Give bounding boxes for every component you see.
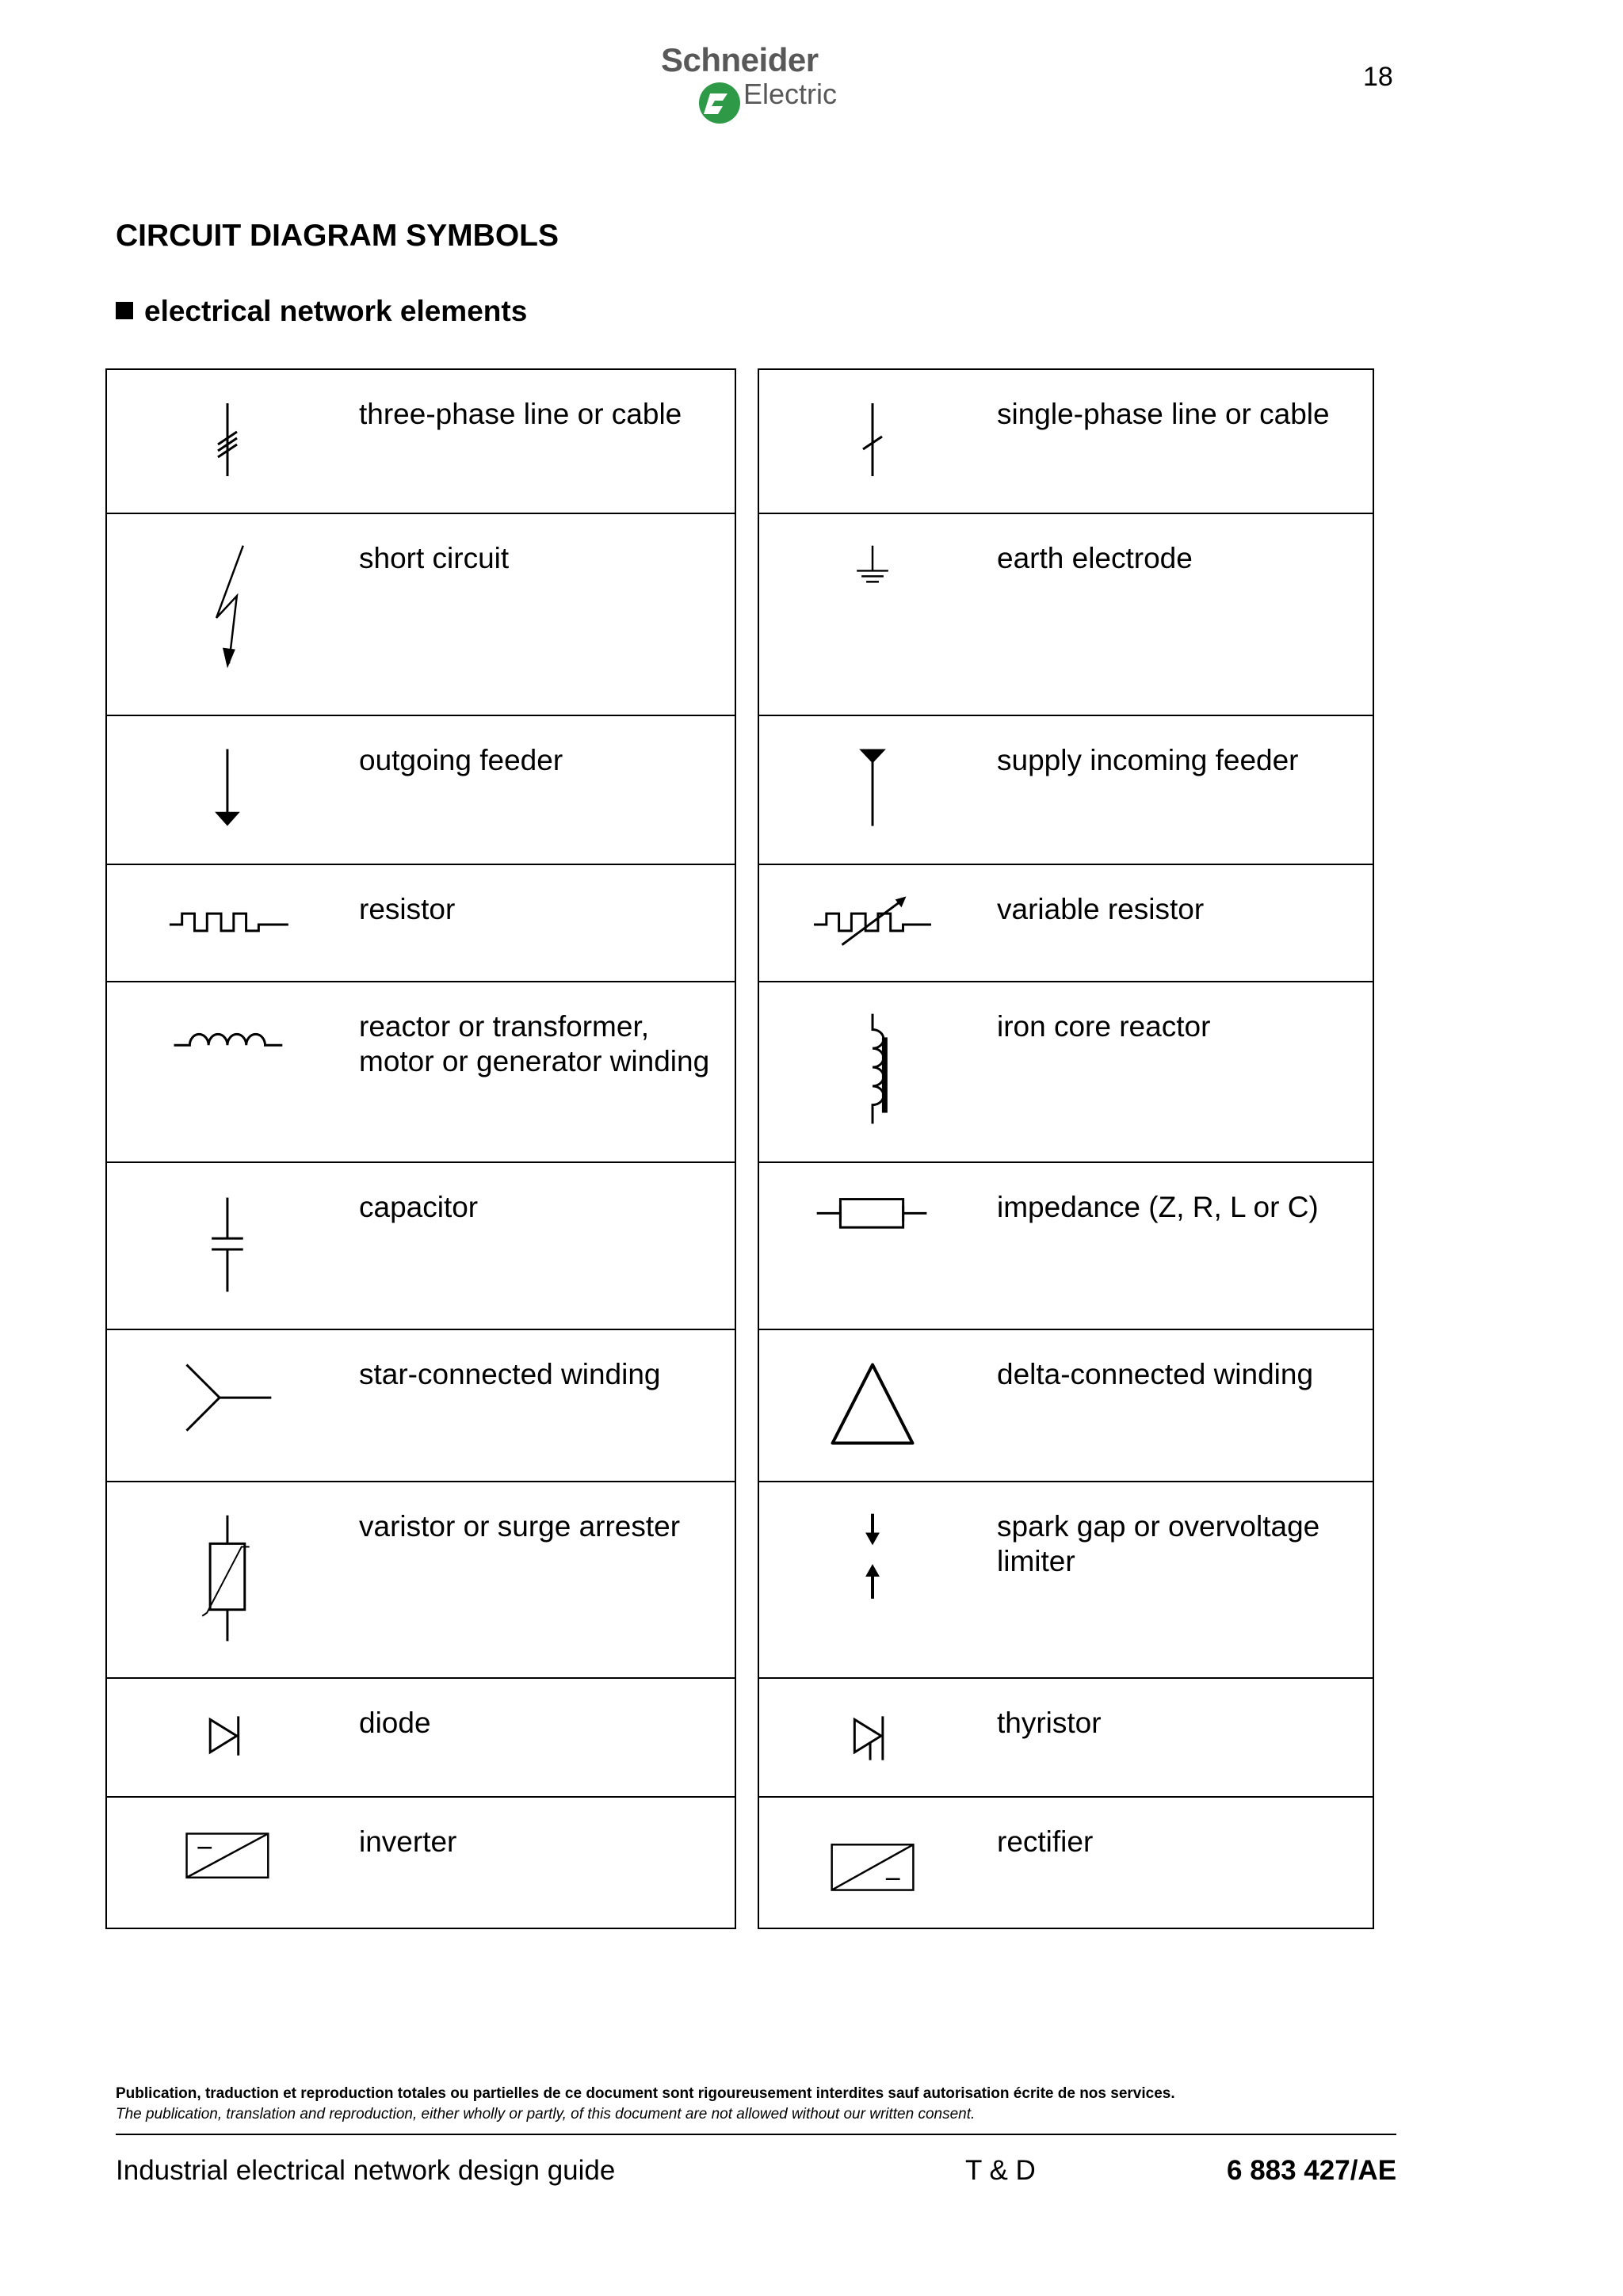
- short-circuit-icon: [107, 514, 337, 715]
- symbol-label: resistor: [359, 893, 456, 925]
- table-row: [759, 1481, 1373, 1677]
- symbol-label: single-phase line or cable: [997, 398, 1330, 430]
- symbol-label: inverter: [359, 1825, 457, 1858]
- table-row: [107, 981, 735, 1161]
- table-row: [759, 370, 1373, 513]
- table-row: [759, 864, 1373, 981]
- table-row: [107, 370, 735, 513]
- schneider-electric-logo-icon: [694, 76, 745, 127]
- inverter-icon: [107, 1798, 337, 1928]
- resistor-icon: [107, 865, 337, 981]
- symbol-label: earth electrode: [997, 542, 1193, 574]
- left-symbol-table: [105, 368, 736, 1929]
- table-row: [107, 1161, 735, 1329]
- symbol-label: spark gap or overvoltage limiter: [997, 1510, 1320, 1577]
- table-row: [107, 715, 735, 864]
- symbol-label: iron core reactor: [997, 1010, 1211, 1043]
- document-reference: 6 883 427/AE: [1227, 2155, 1397, 2186]
- iron-core-reactor-icon: [759, 982, 989, 1161]
- symbol-label: supply incoming feeder: [997, 744, 1299, 776]
- table-row: [759, 981, 1373, 1161]
- logo-text-bottom: Electric: [743, 78, 838, 110]
- table-row: [759, 715, 1373, 864]
- copyright-notice-fr: Publication, traduction et reproduction totales ou partielles de ce document sont rigoureusement interdites sauf autorisation écrite de nos services.: [116, 2085, 1175, 2102]
- reactor-winding-icon: [107, 982, 337, 1161]
- footer-divider: [116, 2134, 1396, 2135]
- table-row: [759, 1677, 1373, 1796]
- earth-electrode-icon: [759, 514, 989, 715]
- table-row: [107, 1677, 735, 1796]
- symbol-label: impedance (Z, R, L or C): [997, 1191, 1319, 1223]
- symbol-label: star-connected winding: [359, 1358, 661, 1390]
- varistor-icon: [107, 1482, 337, 1677]
- capacitor-icon: [107, 1163, 337, 1329]
- diode-icon: [107, 1679, 337, 1796]
- star-winding-icon: [107, 1330, 337, 1481]
- table-row: [759, 1329, 1373, 1481]
- symbol-label: outgoing feeder: [359, 744, 563, 776]
- symbol-label: varistor or surge arrester: [359, 1510, 681, 1543]
- impedance-icon: [759, 1163, 989, 1329]
- right-symbol-table: [758, 368, 1374, 1929]
- copyright-notice-en: The publication, translation and reproduction, either wholly or partly, of this document are not allowed without our written consent.: [116, 2106, 976, 2122]
- table-row: [759, 513, 1373, 715]
- department: T & D: [965, 2155, 1036, 2186]
- section-heading-text: electrical network elements: [144, 295, 528, 327]
- table-row: [107, 1481, 735, 1677]
- guide-title: Industrial electrical network design guide: [116, 2155, 616, 2186]
- page-title: CIRCUIT DIAGRAM SYMBOLS: [116, 219, 559, 253]
- table-row: [107, 1796, 735, 1928]
- symbol-label: variable resistor: [997, 893, 1205, 925]
- symbol-label: delta-connected winding: [997, 1358, 1314, 1390]
- symbol-label: three-phase line or cable: [359, 398, 682, 430]
- thyristor-icon: [759, 1679, 989, 1796]
- logo-text-top: Schneider: [661, 41, 819, 78]
- symbol-label: capacitor: [359, 1191, 479, 1223]
- symbol-label: thyristor: [997, 1707, 1102, 1739]
- single-phase-line-icon: [759, 370, 989, 513]
- incoming-feeder-icon: [759, 716, 989, 864]
- symbol-label: rectifier: [997, 1825, 1094, 1858]
- rectifier-icon: [759, 1798, 989, 1928]
- page-number: 18: [1363, 62, 1393, 92]
- symbol-label: diode: [359, 1707, 431, 1739]
- table-row: [107, 864, 735, 981]
- three-phase-line-icon: [107, 370, 337, 513]
- table-row: [107, 513, 735, 715]
- table-row: [759, 1161, 1373, 1329]
- spark-gap-icon: [759, 1482, 989, 1677]
- symbol-label: reactor or transformer, motor or generator winding: [359, 1010, 710, 1077]
- table-row: [107, 1329, 735, 1481]
- copyright-notice: [116, 2084, 1400, 2125]
- schneider-electric-logo: [650, 41, 856, 128]
- square-bullet-icon: [116, 302, 133, 319]
- section-heading: [116, 295, 527, 328]
- delta-winding-icon: [759, 1330, 989, 1481]
- outgoing-feeder-icon: [107, 716, 337, 864]
- symbol-label: short circuit: [359, 542, 510, 574]
- variable-resistor-icon: [759, 865, 989, 981]
- table-row: [759, 1796, 1373, 1928]
